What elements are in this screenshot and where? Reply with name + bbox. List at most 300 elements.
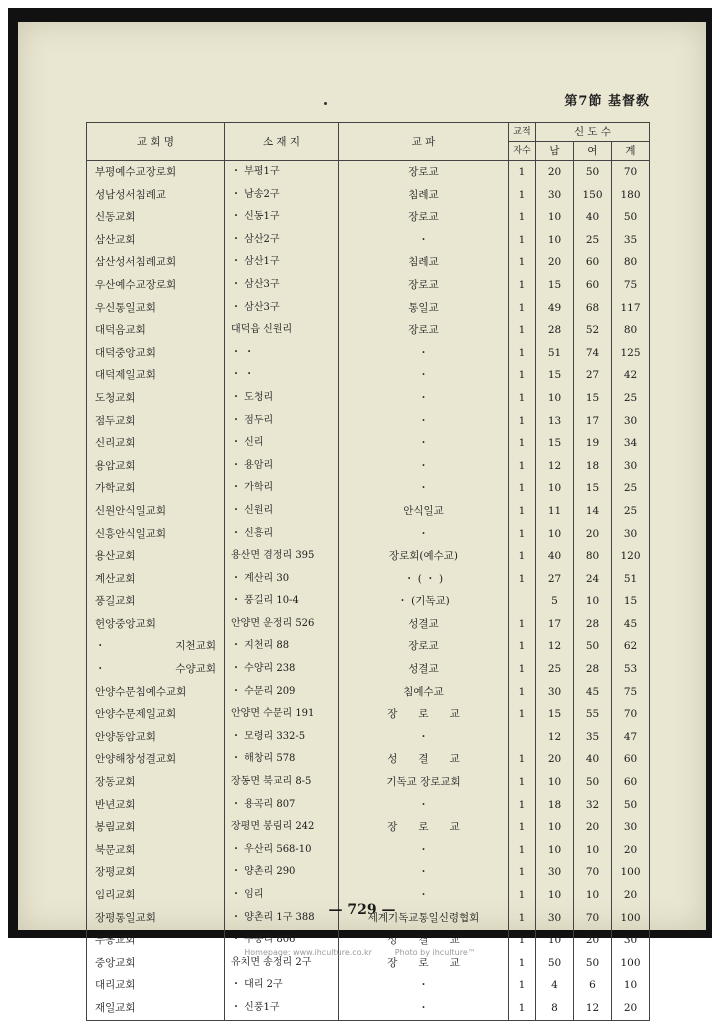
table-row <box>87 387 650 410</box>
cell-church-name: 신리교회 <box>87 432 225 455</box>
table-row <box>87 816 650 839</box>
table-row <box>87 794 650 817</box>
cell-location: ・ 해창리 578 <box>225 748 339 771</box>
cell-female: 45 <box>574 681 612 704</box>
cell-cross-count: 1 <box>509 500 536 523</box>
cell-location: ・ 신동1구 <box>225 206 339 229</box>
cell-denomination: ・ <box>339 229 509 252</box>
cell-denomination: ・ <box>339 432 509 455</box>
cell-church-name: 우신통일교회 <box>87 297 225 320</box>
cell-total: 100 <box>612 861 650 884</box>
cell-total: 45 <box>612 613 650 636</box>
table-row <box>87 658 650 681</box>
header-female: 여 <box>574 142 612 161</box>
cell-denomination: 장 로 교 <box>339 952 509 975</box>
cell-female: 10 <box>574 839 612 862</box>
cell-denomination: 침례교 <box>339 251 509 274</box>
cell-male: 49 <box>536 297 574 320</box>
table-row <box>87 410 650 433</box>
cell-church-name: 용암교회 <box>87 455 225 478</box>
table-row <box>87 861 650 884</box>
cell-church-name: 성남성서침례교 <box>87 184 225 207</box>
cell-denomination: 장 로 교 <box>339 703 509 726</box>
cell-total: 47 <box>612 726 650 749</box>
cell-location: ・ 삼산1구 <box>225 251 339 274</box>
cell-location: ・ 임리 <box>225 884 339 907</box>
cell-cross-count: 1 <box>509 364 536 387</box>
cell-cross-count: 1 <box>509 229 536 252</box>
cell-female: 70 <box>574 861 612 884</box>
cell-cross-count: 1 <box>509 703 536 726</box>
cell-male: 30 <box>536 184 574 207</box>
cell-location: 안양면 수문리 191 <box>225 703 339 726</box>
cell-church-name: 장평통일교회 <box>87 907 225 930</box>
cell-cross-count: 1 <box>509 410 536 433</box>
header-total: 계 <box>612 142 650 161</box>
cell-church-name: 두봉교회 <box>87 929 225 952</box>
cell-total: 20 <box>612 839 650 862</box>
cell-denomination: 장로교 <box>339 635 509 658</box>
cell-female: 19 <box>574 432 612 455</box>
cell-cross-count: 1 <box>509 929 536 952</box>
cell-cross-count: 1 <box>509 184 536 207</box>
cell-church-name: 대리교회 <box>87 974 225 997</box>
cell-location: ・ 부평1구 <box>225 161 339 184</box>
table-row <box>87 703 650 726</box>
cell-female: 50 <box>574 635 612 658</box>
cell-male: 10 <box>536 387 574 410</box>
cell-denomination: 침예수교 <box>339 681 509 704</box>
table-row <box>87 432 650 455</box>
cell-cross-count: 1 <box>509 861 536 884</box>
cell-total: 70 <box>612 703 650 726</box>
cell-male: 30 <box>536 907 574 930</box>
cell-church-name: 신원안식일교회 <box>87 500 225 523</box>
cell-total: 53 <box>612 658 650 681</box>
cell-location: ・ 도청리 <box>225 387 339 410</box>
cell-cross-count: 1 <box>509 297 536 320</box>
cell-location: ・ 신리 <box>225 432 339 455</box>
cell-male: 13 <box>536 410 574 433</box>
cell-church-name: ・ 수양교회 <box>87 658 225 681</box>
header-name: 교 회 명 <box>87 123 225 161</box>
cell-male: 10 <box>536 816 574 839</box>
header-cross-top: 교적 <box>509 123 536 142</box>
cell-male: 8 <box>536 997 574 1020</box>
cell-church-name: 우산예수교장로회 <box>87 274 225 297</box>
cell-location: 장동면 북교리 8-5 <box>225 771 339 794</box>
cell-cross-count: 1 <box>509 635 536 658</box>
table-row <box>87 500 650 523</box>
cell-denomination: ・ <box>339 342 509 365</box>
cell-church-name: 부평예수교장로회 <box>87 161 225 184</box>
cell-male: 30 <box>536 681 574 704</box>
cell-total: 60 <box>612 771 650 794</box>
header-location: 소 재 지 <box>225 123 339 161</box>
cell-total: 25 <box>612 477 650 500</box>
cell-cross-count: 1 <box>509 997 536 1020</box>
cell-church-name: 안양해창성결교회 <box>87 748 225 771</box>
cell-denomination: ・ <box>339 974 509 997</box>
cell-cross-count: 1 <box>509 206 536 229</box>
cell-denomination: ・ (기독교) <box>339 590 509 613</box>
table-row <box>87 319 650 342</box>
cell-female: 18 <box>574 455 612 478</box>
cell-denomination: 세계기독교통일신령협회 <box>339 907 509 930</box>
cell-total: 100 <box>612 952 650 975</box>
cell-location: ・ 지천리 88 <box>225 635 339 658</box>
cell-location: ・ 점두리 <box>225 410 339 433</box>
cell-female: 35 <box>574 726 612 749</box>
cell-total: 25 <box>612 500 650 523</box>
cell-denomination: ・ <box>339 861 509 884</box>
cell-cross-count: 1 <box>509 884 536 907</box>
cell-location: 안양면 운정리 526 <box>225 613 339 636</box>
cell-total: 30 <box>612 816 650 839</box>
cell-male: 10 <box>536 884 574 907</box>
cell-cross-count: 1 <box>509 974 536 997</box>
cell-total: 60 <box>612 748 650 771</box>
cell-cross-count: 1 <box>509 816 536 839</box>
cell-female: 15 <box>574 387 612 410</box>
cell-denomination: 성결교 <box>339 658 509 681</box>
cell-male: 11 <box>536 500 574 523</box>
cell-cross-count: 1 <box>509 771 536 794</box>
table-row <box>87 681 650 704</box>
cell-female: 32 <box>574 794 612 817</box>
cell-male: 12 <box>536 726 574 749</box>
cell-cross-count: 1 <box>509 748 536 771</box>
cell-total: 50 <box>612 794 650 817</box>
cell-location: ・ 양촌리 1구 388 <box>225 907 339 930</box>
cell-female: 70 <box>574 907 612 930</box>
table-row <box>87 229 650 252</box>
cell-female: 10 <box>574 590 612 613</box>
cell-cross-count: 1 <box>509 432 536 455</box>
cell-location: ・ 신흥리 <box>225 523 339 546</box>
cell-cross-count: 1 <box>509 794 536 817</box>
cell-denomination: 통일교 <box>339 297 509 320</box>
cell-denomination: ・ <box>339 410 509 433</box>
table-row <box>87 613 650 636</box>
cell-church-name: 장동교회 <box>87 771 225 794</box>
cell-female: 40 <box>574 206 612 229</box>
cell-male: 27 <box>536 568 574 591</box>
cell-cross-count: 1 <box>509 387 536 410</box>
cell-total: 125 <box>612 342 650 365</box>
table-row <box>87 726 650 749</box>
table-row <box>87 206 650 229</box>
cell-location: ・ 신원리 <box>225 500 339 523</box>
cell-location: ・ 삼산2구 <box>225 229 339 252</box>
cell-cross-count: 1 <box>509 545 536 568</box>
cell-male: 10 <box>536 477 574 500</box>
table-row <box>87 635 650 658</box>
table-row <box>87 974 650 997</box>
header-male: 남 <box>536 142 574 161</box>
cell-cross-count: 1 <box>509 251 536 274</box>
cell-church-name: 북문교회 <box>87 839 225 862</box>
printing-dot <box>324 102 327 105</box>
cell-total: 117 <box>612 297 650 320</box>
cell-male: 25 <box>536 658 574 681</box>
cell-total: 75 <box>612 681 650 704</box>
cell-denomination: 장로교 <box>339 206 509 229</box>
cell-location: ・ 대리 2구 <box>225 974 339 997</box>
cell-church-name: 헌앙중앙교회 <box>87 613 225 636</box>
cell-total: 42 <box>612 364 650 387</box>
footer-credit <box>0 948 720 957</box>
cell-male: 51 <box>536 342 574 365</box>
table-row <box>87 523 650 546</box>
cell-denomination: ・ <box>339 364 509 387</box>
cell-male: 10 <box>536 929 574 952</box>
cell-female: 74 <box>574 342 612 365</box>
cell-church-name: 계산교회 <box>87 568 225 591</box>
cell-denomination: 장로교 <box>339 319 509 342</box>
cell-total: 20 <box>612 997 650 1020</box>
cell-female: 20 <box>574 816 612 839</box>
cell-location: ・ 풍길리 10-4 <box>225 590 339 613</box>
table-row <box>87 342 650 365</box>
cell-female: 28 <box>574 613 612 636</box>
cell-female: 60 <box>574 251 612 274</box>
cell-total: 30 <box>612 929 650 952</box>
cell-denomination: 장로교 <box>339 274 509 297</box>
cell-church-name: 장평교회 <box>87 861 225 884</box>
cell-location: ・ 용암리 <box>225 455 339 478</box>
cell-female: 55 <box>574 703 612 726</box>
cell-total: 30 <box>612 523 650 546</box>
cell-cross-count: 1 <box>509 161 536 184</box>
cell-church-name: 안양수문제일교회 <box>87 703 225 726</box>
table-row <box>87 455 650 478</box>
cell-church-name: 안양동암교회 <box>87 726 225 749</box>
cell-male: 12 <box>536 635 574 658</box>
cell-total: 25 <box>612 387 650 410</box>
cell-male: 17 <box>536 613 574 636</box>
cell-location: ・ 남송2구 <box>225 184 339 207</box>
cell-total: 50 <box>612 206 650 229</box>
cell-total: 75 <box>612 274 650 297</box>
cell-location: ・ 가학리 <box>225 477 339 500</box>
cell-denomination: 장로교 <box>339 161 509 184</box>
cell-church-name: 신흥안식일교회 <box>87 523 225 546</box>
cell-female: 80 <box>574 545 612 568</box>
cell-denomination: 성 결 교 <box>339 929 509 952</box>
cell-total: 51 <box>612 568 650 591</box>
cell-denomination: ・ <box>339 387 509 410</box>
cell-male: 5 <box>536 590 574 613</box>
cell-male: 18 <box>536 794 574 817</box>
cell-location: ・ 수양리 238 <box>225 658 339 681</box>
cell-location: ・ 우산리 568-10 <box>225 839 339 862</box>
cell-female: 28 <box>574 658 612 681</box>
cell-female: 25 <box>574 229 612 252</box>
cell-male: 4 <box>536 974 574 997</box>
cell-male: 20 <box>536 251 574 274</box>
cell-female: 60 <box>574 274 612 297</box>
cell-female: 10 <box>574 884 612 907</box>
cell-location: ・ 계산리 30 <box>225 568 339 591</box>
cell-location: ・ 수문리 209 <box>225 681 339 704</box>
cell-cross-count: 1 <box>509 658 536 681</box>
cell-female: 6 <box>574 974 612 997</box>
cell-male: 28 <box>536 319 574 342</box>
cell-denomination: 장로회(예수교) <box>339 545 509 568</box>
cell-church-name: 중앙교회 <box>87 952 225 975</box>
cell-total: 100 <box>612 907 650 930</box>
cell-church-name: 도청교회 <box>87 387 225 410</box>
cell-denomination: ・ ( ・ ) <box>339 568 509 591</box>
cell-cross-count: 1 <box>509 342 536 365</box>
cell-cross-count: 1 <box>509 477 536 500</box>
cell-church-name: 안양수문침예수교회 <box>87 681 225 704</box>
cell-male: 15 <box>536 703 574 726</box>
cell-male: 10 <box>536 229 574 252</box>
cell-church-name: 대덕음교회 <box>87 319 225 342</box>
cell-church-name: 대덕중앙교회 <box>87 342 225 365</box>
header-denomination: 교 파 <box>339 123 509 161</box>
cell-total: 10 <box>612 974 650 997</box>
cell-male: 10 <box>536 839 574 862</box>
cell-church-name: 점두교회 <box>87 410 225 433</box>
cell-denomination: 장 로 교 <box>339 816 509 839</box>
table-row <box>87 545 650 568</box>
cell-denomination: 기독교 장로교회 <box>339 771 509 794</box>
cell-church-name: 재일교회 <box>87 997 225 1020</box>
table-row <box>87 161 650 184</box>
cell-location: ・ 모령리 332-5 <box>225 726 339 749</box>
cell-total: 35 <box>612 229 650 252</box>
cell-location: ・ 두봉리 806 <box>225 929 339 952</box>
table-row <box>87 748 650 771</box>
cell-female: 17 <box>574 410 612 433</box>
table-row <box>87 274 650 297</box>
cell-church-name: ・ 지천교회 <box>87 635 225 658</box>
cell-church-name: 용산교회 <box>87 545 225 568</box>
cell-denomination: ・ <box>339 523 509 546</box>
table-row <box>87 297 650 320</box>
cell-female: 27 <box>574 364 612 387</box>
cell-denomination: ・ <box>339 477 509 500</box>
cell-total: 30 <box>612 410 650 433</box>
cell-total: 30 <box>612 455 650 478</box>
cell-total: 34 <box>612 432 650 455</box>
section-title: 第7節 基督敎 <box>564 94 650 109</box>
cell-total: 15 <box>612 590 650 613</box>
cell-male: 40 <box>536 545 574 568</box>
cell-male: 20 <box>536 161 574 184</box>
cell-female: 24 <box>574 568 612 591</box>
cell-female: 20 <box>574 929 612 952</box>
cell-denomination: ・ <box>339 884 509 907</box>
table-row <box>87 477 650 500</box>
cell-cross-count: 1 <box>509 523 536 546</box>
header-cross-bottom: 자수 <box>509 142 536 161</box>
cell-location: 장평면 봉림리 242 <box>225 816 339 839</box>
cell-total: 20 <box>612 884 650 907</box>
cell-male: 10 <box>536 206 574 229</box>
cell-cross-count: 1 <box>509 613 536 636</box>
cell-denomination: ・ <box>339 455 509 478</box>
cell-cross-count: 1 <box>509 319 536 342</box>
cell-total: 62 <box>612 635 650 658</box>
cell-cross-count: 1 <box>509 274 536 297</box>
footer-homepage: Homepage: www.ihculture.co.kr <box>244 948 372 957</box>
cell-female: 52 <box>574 319 612 342</box>
cell-female: 12 <box>574 997 612 1020</box>
cell-denomination: ・ <box>339 794 509 817</box>
cell-church-name: 신동교회 <box>87 206 225 229</box>
table-row <box>87 839 650 862</box>
cell-location: ・ 용곡리 807 <box>225 794 339 817</box>
cell-female: 40 <box>574 748 612 771</box>
cell-female: 50 <box>574 771 612 794</box>
cell-church-name: 풍길교회 <box>87 590 225 613</box>
cell-male: 10 <box>536 523 574 546</box>
table-body <box>87 161 650 1021</box>
table-row <box>87 590 650 613</box>
header-members: 신 도 수 <box>536 123 650 142</box>
cell-female: 68 <box>574 297 612 320</box>
cell-cross-count: 1 <box>509 839 536 862</box>
table-row <box>87 997 650 1020</box>
cell-church-name: 삼산성서침례교회 <box>87 251 225 274</box>
table-row <box>87 184 650 207</box>
cell-church-name: 임리교회 <box>87 884 225 907</box>
table-row <box>87 364 650 387</box>
cell-denomination: 성 결 교 <box>339 748 509 771</box>
cell-total: 70 <box>612 161 650 184</box>
cell-cross-count: 1 <box>509 907 536 930</box>
cell-location: ・ ・ <box>225 364 339 387</box>
cell-church-name: 봉림교회 <box>87 816 225 839</box>
cell-male: 20 <box>536 748 574 771</box>
cell-cross-count <box>509 590 536 613</box>
cell-male: 30 <box>536 861 574 884</box>
cell-female: 50 <box>574 161 612 184</box>
cell-cross-count: 1 <box>509 952 536 975</box>
cell-church-name: 삼산교회 <box>87 229 225 252</box>
cell-total: 80 <box>612 251 650 274</box>
cell-church-name: 반년교회 <box>87 794 225 817</box>
cell-church-name: 가학교회 <box>87 477 225 500</box>
cell-total: 80 <box>612 319 650 342</box>
cell-denomination: 안식일교 <box>339 500 509 523</box>
table-row <box>87 568 650 591</box>
cell-female: 14 <box>574 500 612 523</box>
cell-denomination: 침례교 <box>339 184 509 207</box>
cell-total: 180 <box>612 184 650 207</box>
cell-male: 50 <box>536 952 574 975</box>
cell-male: 15 <box>536 364 574 387</box>
cell-denomination: 성결교 <box>339 613 509 636</box>
cell-total: 120 <box>612 545 650 568</box>
cell-church-name: 대덕제일교회 <box>87 364 225 387</box>
cell-location: 유치면 송정리 2구 <box>225 952 339 975</box>
cell-denomination: ・ <box>339 839 509 862</box>
cell-cross-count <box>509 726 536 749</box>
cell-male: 15 <box>536 274 574 297</box>
cell-cross-count: 1 <box>509 455 536 478</box>
cell-location: ・ 양촌리 290 <box>225 861 339 884</box>
cell-cross-count: 1 <box>509 681 536 704</box>
cell-location: 용산면 겸정리 395 <box>225 545 339 568</box>
cell-male: 12 <box>536 455 574 478</box>
cell-female: 150 <box>574 184 612 207</box>
cell-female: 20 <box>574 523 612 546</box>
